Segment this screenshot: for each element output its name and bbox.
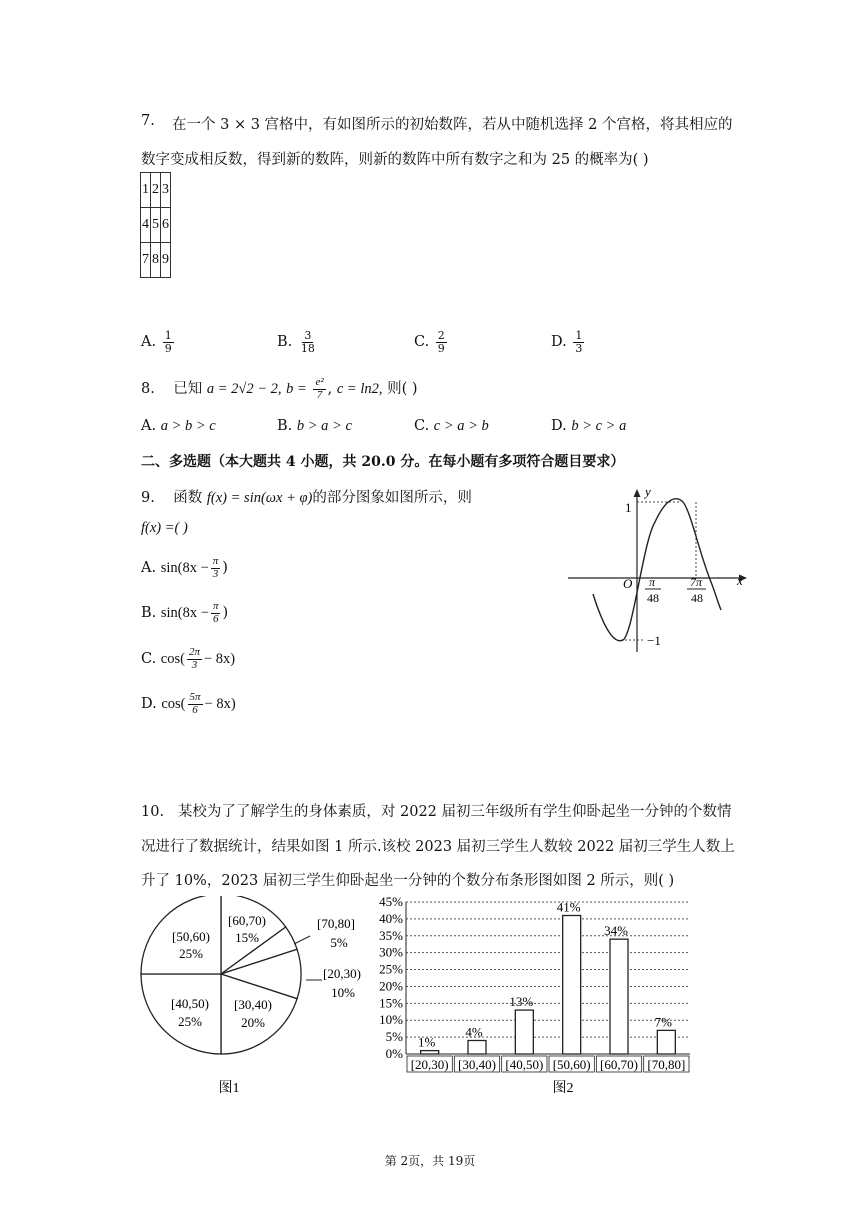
bar-y-tick-label: 5% [385, 1029, 403, 1045]
q8-b-lhs: b = [286, 381, 307, 398]
option-text: a > b > c [160, 418, 216, 434]
frac-den: 3 [212, 567, 219, 580]
q9-function: f(x) = sin(ωx + φ) [206, 490, 313, 506]
tick-label-7pi-48-den: 48 [691, 591, 703, 605]
y-min-label: −1 [647, 633, 661, 648]
x-axis-label: x [737, 573, 743, 588]
option-fraction [187, 647, 202, 671]
q10-line2: 况进行了数据统计，结果如图 1 所示.该校 2023 届初三学生人数较 2022 届初三学生人数上 [141, 839, 735, 855]
q7-number-grid [140, 172, 171, 278]
pie-chart [136, 896, 372, 1096]
q8-suffix: 则( ) [387, 381, 418, 398]
bar-bars [418, 900, 675, 1054]
bar-y-tick-label: 15% [379, 995, 403, 1011]
bar [563, 916, 581, 1054]
grid-cell: 1 [141, 173, 151, 208]
bar [657, 1030, 675, 1054]
bar-y-ticks [379, 894, 403, 1061]
option-post: − 8x) [204, 696, 236, 713]
bar [515, 1010, 533, 1054]
bar-y-tick-label: 40% [379, 910, 403, 926]
bar-x-tick-label: [40,50) [505, 1057, 544, 1072]
bar-value-label: 41% [556, 899, 581, 915]
pie-label-20-30-category: [20,30) [323, 966, 361, 981]
frac-den: 6 [212, 612, 219, 625]
bar-y-tick-label: 25% [379, 961, 403, 977]
option-fraction [188, 692, 203, 716]
bar-x-ticks [407, 1056, 689, 1072]
option-post: − 8x) [203, 651, 236, 668]
bar-value-label: 1% [417, 1034, 436, 1050]
option-letter: D. [141, 696, 157, 713]
q10-line3: 升了 10%，2023 届初三学生仰卧起坐一分钟的个数分布条形图如图 2 所示，则( ) [141, 873, 675, 889]
q7-option-b [277, 330, 319, 354]
tick-label-7pi-48-num: 7π [689, 575, 703, 589]
option-pre: cos( [161, 696, 186, 713]
frac-num: 2π [188, 646, 200, 658]
frac-den: 9 [164, 341, 172, 355]
q8-option-a [141, 418, 216, 435]
q10-line1 [141, 800, 732, 821]
bar-x-tick-label: [20,30) [410, 1057, 449, 1072]
option-pre: cos( [160, 651, 185, 668]
bar-value-label: 34% [604, 923, 628, 939]
bar-caption: 图2 [552, 1081, 574, 1096]
option-letter: A. [141, 560, 157, 577]
bar-value-label: 13% [509, 994, 534, 1010]
option-fraction [299, 330, 317, 354]
q8-prefix: 已知 [173, 381, 203, 398]
y-max-label: 1 [625, 500, 632, 515]
option-text: c > a > b [433, 418, 489, 434]
option-fraction [211, 556, 221, 580]
frac-num: 5π [189, 691, 201, 703]
bar-y-tick-label: 45% [379, 894, 403, 909]
bar-y-tick-label: 30% [379, 944, 403, 960]
grid-cell: 6 [161, 208, 171, 243]
q8-option-d [551, 418, 626, 435]
q8-b-fraction [313, 377, 325, 401]
y-axis-label: y [645, 484, 651, 499]
option-text: b > c > a [571, 418, 627, 434]
q7-line2: 数字变成相反数，得到新的数阵，则新的数阵中所有数字之和为 25 的概率为( ) [141, 152, 649, 168]
bar-gridlines [406, 899, 690, 1054]
grid-cell: 7 [141, 243, 151, 278]
q10-text: 某校为了了解学生的身体素质，对 2022 届初三年级所有学生仰卧起坐一分钟的个数情 [177, 804, 732, 820]
pie-label-40-50-percent: 25% [178, 1014, 202, 1029]
q8-a-expr: a = 2√2 − 2, [206, 381, 282, 398]
frac-num: 2 [437, 329, 445, 342]
grid-cell: 5 [151, 208, 161, 243]
pie-label-70-80-category: [70,80] [317, 916, 355, 931]
pie-label-60-70-percent: 15% [235, 930, 259, 945]
option-fraction [211, 601, 221, 625]
q8-option-c [414, 418, 489, 435]
frac-den: 3 [191, 658, 198, 671]
q9-option-b [141, 601, 228, 625]
tick-label-pi-48-num: π [648, 575, 656, 589]
q9-line2: f(x) =( ) [141, 520, 188, 536]
q9-option-a [141, 556, 228, 580]
q9-stem [141, 486, 472, 507]
option-letter: C. [141, 651, 157, 668]
bar-x-tick-label: [60,70) [600, 1057, 638, 1072]
option-letter: C. [414, 334, 430, 351]
grid-cell: 4 [141, 208, 151, 243]
q7-option-c [414, 330, 449, 354]
section-heading: 二、多选题（本大题共 4 小题，共 20.0 分。在每小题有多项符合题目要求） [141, 454, 625, 470]
frac-num: 1 [164, 329, 172, 342]
frac-den: 3 [575, 341, 583, 355]
frac-num: 3 [304, 329, 312, 342]
q9-number: 9. [141, 490, 155, 506]
q7-line1: 在一个 3 × 3 宫格中，有如图所示的初始数阵，若从中随机选择 2 个宫格，将其相应的 [172, 117, 733, 133]
pie-label-70-80-percent: 5% [330, 935, 348, 950]
bar [610, 939, 628, 1054]
q9-option-d [141, 692, 236, 716]
option-letter: A. [141, 418, 157, 434]
q10-number: 10. [141, 804, 165, 820]
pie-label-20-30-percent: 10% [331, 985, 355, 1000]
bar-x-tick-label: [30,40) [458, 1057, 496, 1072]
q7-option-a [141, 330, 176, 354]
y-axis-arrow-icon [634, 489, 641, 497]
option-pre: sin(8x − [160, 560, 209, 577]
bar-value-label: 7% [654, 1014, 673, 1030]
pie-label-50-60-category: [50,60) [172, 929, 210, 944]
grid-cell: 3 [161, 173, 171, 208]
option-letter: D. [551, 418, 567, 434]
q8-stem: 8. 已知 a = 2√2 − 2, b = $\frac{\text{e²}}{7}$ , c = ln2, 则( ) [141, 376, 418, 401]
option-letter: B. [277, 418, 293, 434]
bar-x-tick-label: [70,80] [647, 1057, 686, 1072]
pie-slices [141, 896, 301, 1054]
page-footer: 第 2页，共 19页 [384, 1154, 476, 1168]
bar-x-tick-label: [50,60) [552, 1057, 591, 1072]
q7-number: 7. [141, 113, 155, 129]
pie-label-30-40-category: [30,40) [234, 997, 272, 1012]
pie-label-50-60-percent: 25% [179, 946, 203, 961]
option-fraction [436, 330, 447, 354]
frac-num: π [212, 600, 219, 612]
bar [421, 1051, 439, 1054]
bar-value-label: 4% [465, 1024, 483, 1040]
pie-label-40-50-category: [40,50) [171, 996, 209, 1011]
origin-label: O [623, 576, 633, 591]
option-fraction [163, 330, 174, 354]
bar-y-tick-label: 20% [379, 978, 403, 994]
frac-num: π [212, 555, 219, 567]
q8-option-b [277, 418, 352, 435]
option-letter: D. [551, 334, 567, 351]
option-letter: B. [141, 605, 157, 622]
q9-text-a: 函数 [173, 490, 203, 506]
pie-leader-70-80 [294, 936, 310, 944]
frac-den: 18 [300, 341, 315, 355]
option-letter: C. [414, 418, 430, 434]
frac-num: e² [315, 376, 324, 388]
option-pre: sin(8x − [160, 605, 209, 622]
pie-label-30-40-percent: 20% [241, 1015, 265, 1030]
bar-y-tick-label: 35% [379, 927, 403, 943]
q8-number: 8. [141, 381, 155, 398]
q8-c-expr: c = ln2, [336, 381, 383, 398]
bar-y-tick-label: 0% [385, 1046, 403, 1061]
frac-num: 1 [575, 329, 583, 342]
q9-option-c [141, 647, 235, 671]
frac-den: 6 [192, 703, 198, 716]
option-post: ) [222, 560, 228, 577]
bar [468, 1040, 486, 1054]
frac-den: 7 [316, 388, 323, 401]
option-fraction [573, 330, 584, 354]
bar-chart [370, 892, 700, 1098]
q7-option-d [551, 330, 586, 354]
pie-caption: 图1 [218, 1081, 240, 1096]
option-text: b > a > c [296, 418, 352, 434]
tick-label-pi-48-den: 48 [647, 591, 659, 605]
grid-cell: 8 [151, 243, 161, 278]
q9-sine-graph [565, 482, 755, 657]
bar-y-tick-label: 10% [379, 1012, 403, 1028]
option-post: ) [222, 605, 229, 622]
option-letter: B. [277, 334, 293, 351]
grid-cell: 2 [151, 173, 161, 208]
pie-label-60-70-category: [60,70) [228, 913, 266, 928]
grid-cell: 9 [161, 243, 171, 278]
option-letter: A. [141, 334, 157, 351]
sine-curve [593, 499, 721, 641]
q9-text-b: 的部分图象如图所示，则 [312, 490, 472, 506]
frac-den: 9 [437, 341, 445, 355]
